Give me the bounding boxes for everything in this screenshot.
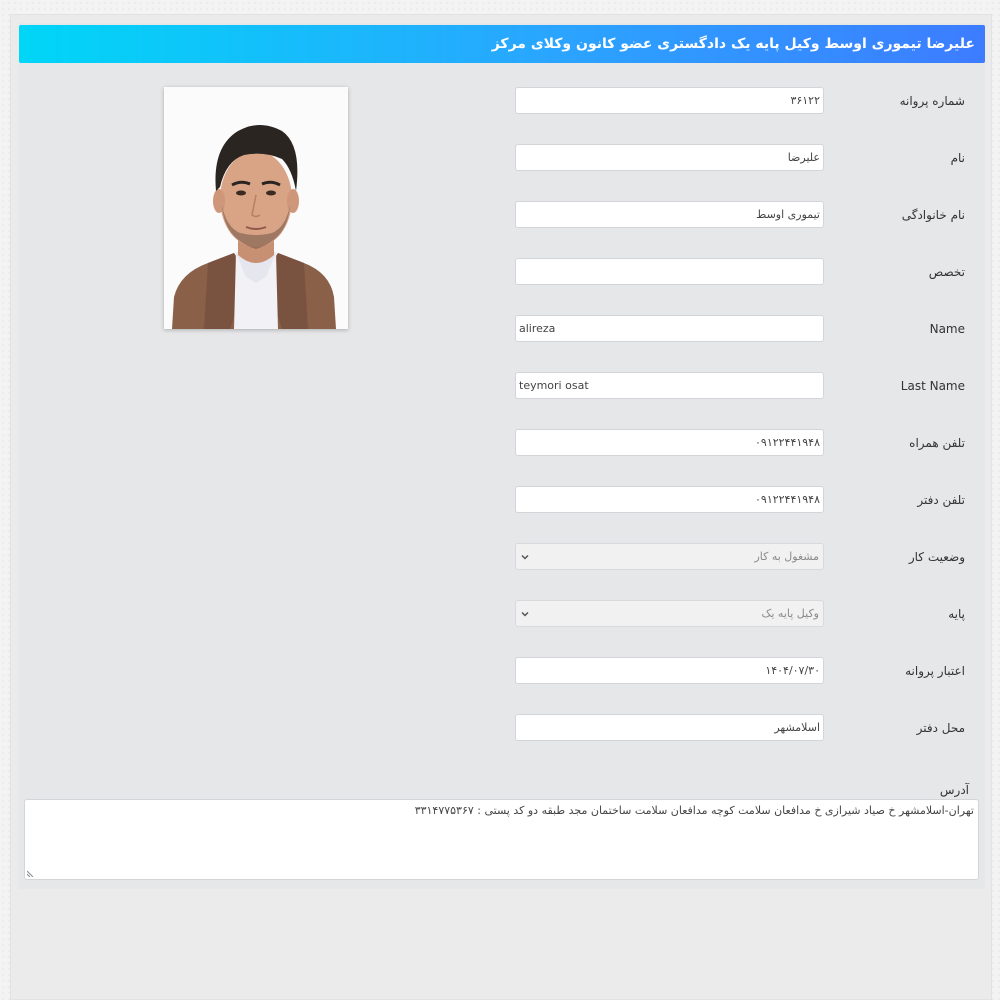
office-phone-label: تلفن دفتر (917, 493, 965, 507)
specialty-label: تخصص (928, 265, 965, 279)
lawyer-profile-card (19, 23, 985, 889)
work-status-label: وضعیت کار (908, 550, 965, 564)
specialty-input[interactable] (515, 258, 824, 285)
mobile-label: تلفن همراه (909, 436, 965, 450)
name-en-label: Name (929, 322, 965, 336)
grade-label: پایه (948, 607, 965, 621)
chevron-down-icon (520, 552, 530, 562)
chevron-down-icon (520, 609, 530, 619)
address-label: آدرس (939, 783, 969, 797)
license-validity-label: اعتبار پروانه (905, 664, 965, 678)
first-name-label: نام (950, 151, 965, 165)
last-name-input[interactable] (515, 201, 824, 228)
profile-header-title: علیرضا تیموری اوسط وکیل پایه یک دادگستری عضو کانون وکلای مرکز (19, 25, 985, 63)
resize-grip-icon[interactable] (27, 869, 35, 877)
address-text: تهران-اسلامشهر خ صیاد شیرازی خ مدافعان سلامت کوچه مدافعان سلامت ساختمان مجد طبقه دو کد پستی : ۳۳۱۴۷۷۵۳۶۷ (414, 804, 974, 817)
last-name-label: نام خانوادگی (901, 208, 965, 222)
lawyer-photo (164, 87, 348, 329)
license-validity-input[interactable] (515, 657, 824, 684)
last-name-en-input[interactable] (515, 372, 824, 399)
work-status-value: مشغول به کار (754, 550, 819, 563)
first-name-input[interactable] (515, 144, 824, 171)
office-location-input[interactable] (515, 714, 824, 741)
page-container (10, 14, 992, 1000)
license-number-input[interactable] (515, 87, 824, 114)
office-location-label: محل دفتر (916, 721, 965, 735)
mobile-input[interactable] (515, 429, 824, 456)
name-en-input[interactable] (515, 315, 824, 342)
address-textarea[interactable] (24, 799, 979, 880)
lawyer-portrait-icon (164, 87, 348, 329)
last-name-en-label: Last Name (900, 379, 965, 393)
license-number-label: شماره پروانه (899, 94, 965, 108)
office-phone-input[interactable] (515, 486, 824, 513)
work-status-select[interactable] (515, 543, 824, 570)
grade-value: وکیل پایه یک (761, 607, 819, 620)
grade-select[interactable] (515, 600, 824, 627)
